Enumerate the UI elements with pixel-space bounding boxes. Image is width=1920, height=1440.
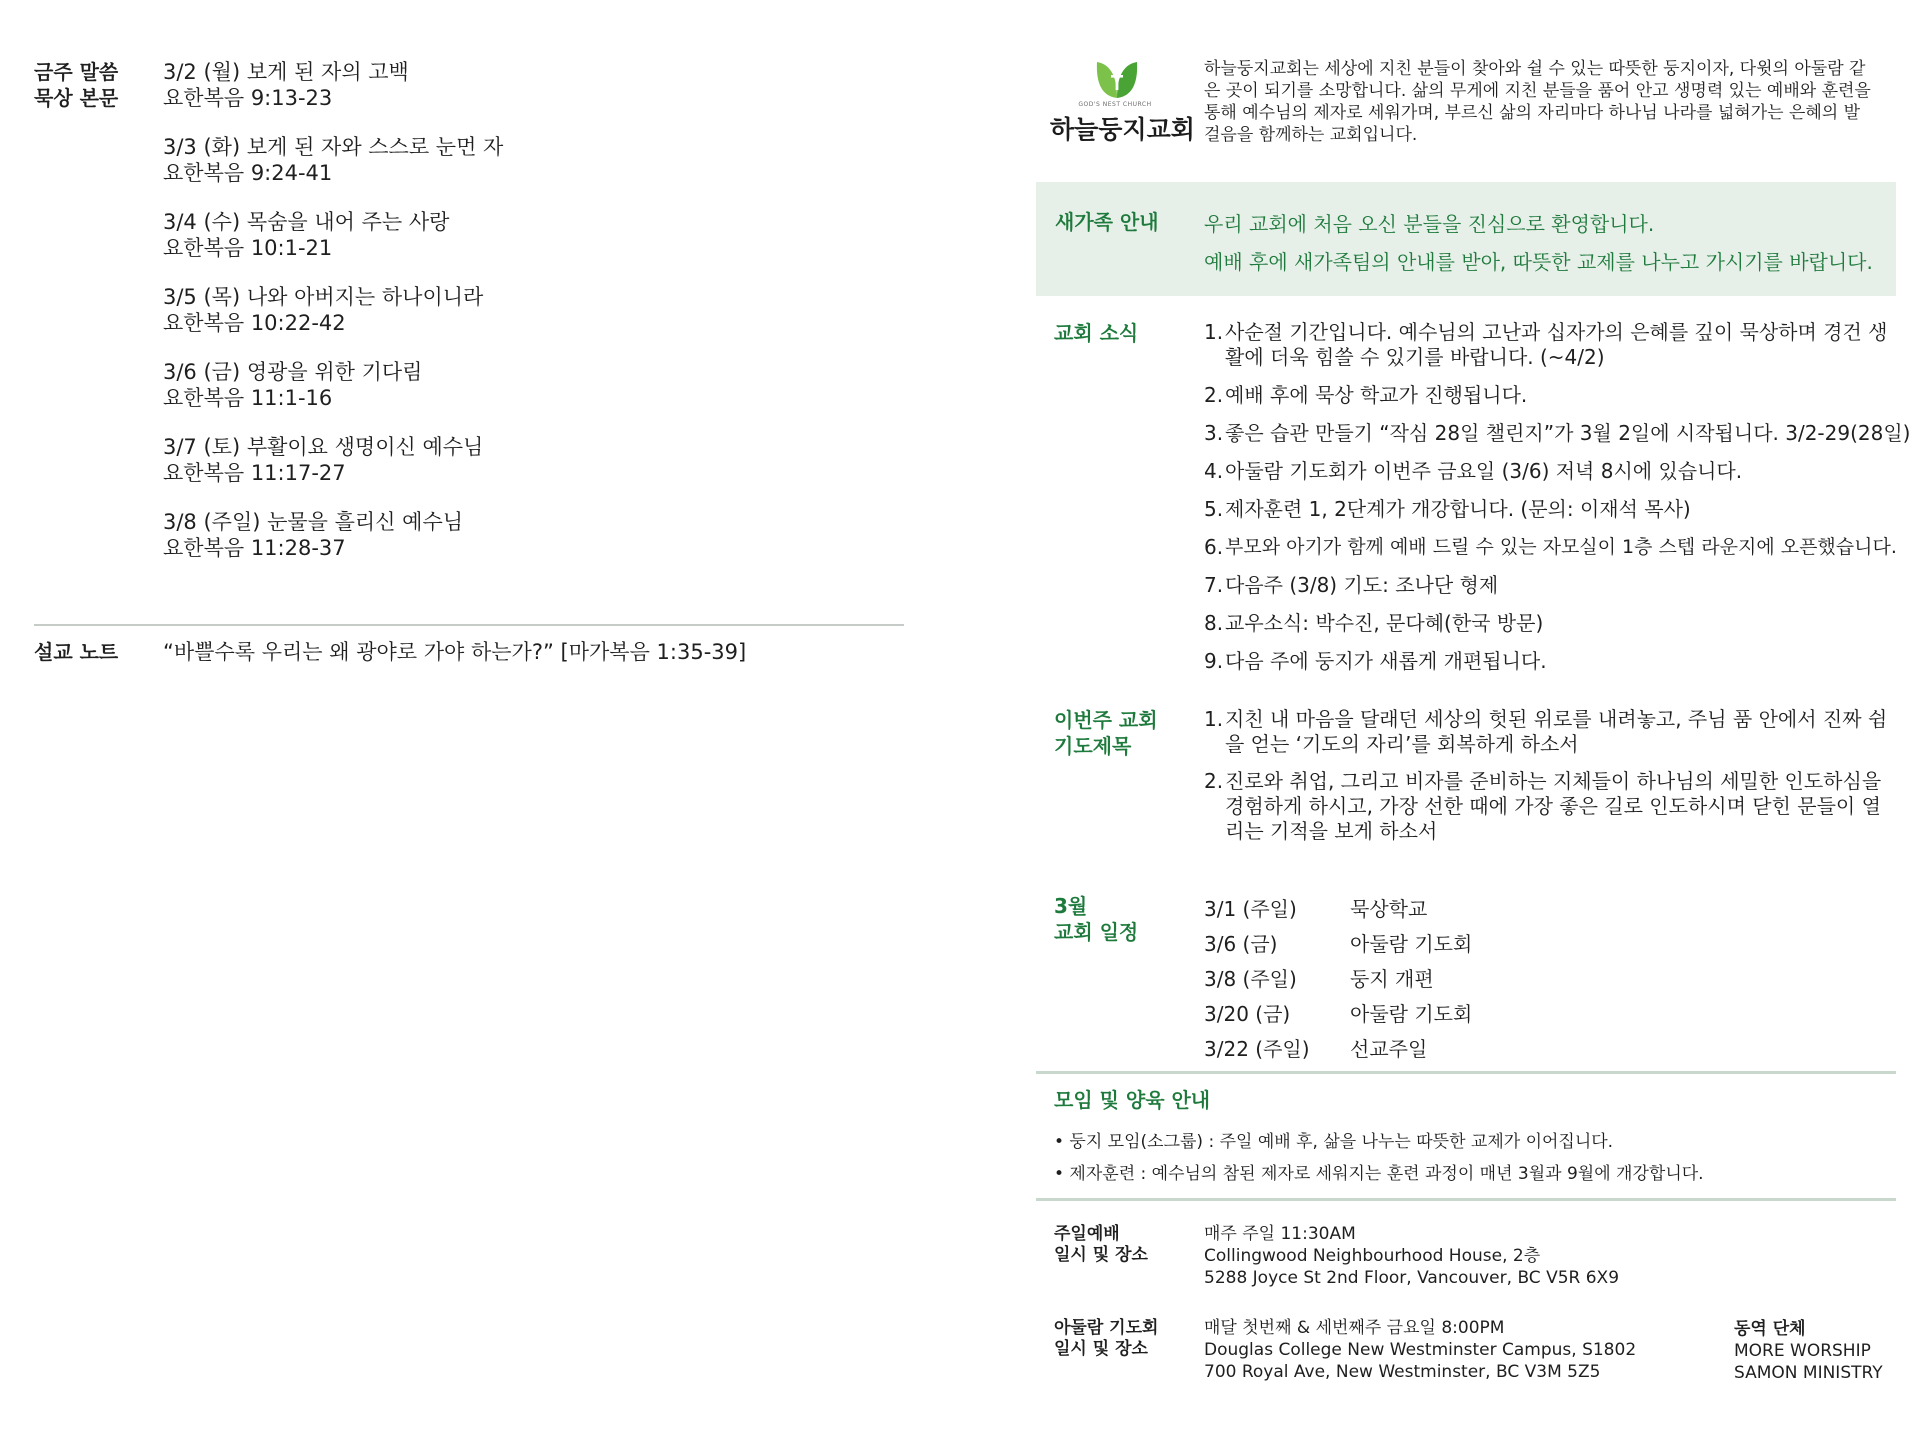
news-text: 아둘람 기도회가 이번주 금요일 (3/6) 저녁 8시에 있습니다. <box>1225 459 1743 483</box>
schedule-event: 아둘람 기도회 <box>1350 1002 1473 1026</box>
news-number: 5. <box>1204 497 1224 521</box>
news-text: 예배 후에 묵상 학교가 진행됩니다. <box>1225 383 1528 407</box>
schedule-event: 선교주일 <box>1350 1037 1428 1061</box>
worship-info <box>1204 1223 1619 1289</box>
meetings-label: 모임 및 양육 안내 <box>1054 1088 1211 1112</box>
scripture-label-line1: 금주 말씀 <box>34 60 119 84</box>
reading-title: 3/5 (목) 나와 아버지는 하나이니라 <box>163 285 484 309</box>
news-number: 3. <box>1204 421 1224 445</box>
schedule-date: 3/8 (주일) <box>1204 967 1297 991</box>
partner-name: MORE WORSHIP <box>1734 1341 1871 1361</box>
schedule-event: 묵상학교 <box>1350 897 1428 921</box>
news-item <box>1204 320 1894 370</box>
news-number: 6. <box>1204 535 1224 559</box>
reading-title: 3/7 (토) 부활이요 생명이신 예수님 <box>163 435 484 459</box>
news-number: 2. <box>1204 383 1224 407</box>
reading-verse: 요한복음 11:1-16 <box>163 386 333 410</box>
news-number: 8. <box>1204 611 1224 635</box>
news-item <box>1204 459 1894 484</box>
reading-item <box>163 59 409 111</box>
logo-subtitle: GOD'S NEST CHURCH <box>1078 101 1152 108</box>
news-text: 다음 주에 둥지가 새롭게 개편됩니다. <box>1225 649 1547 673</box>
schedule-date: 3/20 (금) <box>1204 1002 1291 1026</box>
news-number: 4. <box>1204 459 1224 483</box>
schedule-label <box>1054 893 1138 945</box>
meeting-bullet: • 둥지 모임(소그룹) : 주일 예배 후, 삶을 나누는 따뜻한 교제가 이어집니다. <box>1054 1132 1614 1152</box>
news-text: 다음주 (3/8) 기도: 조나단 형제 <box>1225 573 1499 597</box>
news-text: 사순절 기간입니다. 예수님의 고난과 십자가의 은혜를 깊이 묵상하며 경건 생활에 더욱 힘쓸 수 있기를 바랍니다. (~4/2) <box>1225 320 1888 369</box>
reading-title: 3/6 (금) 영광을 위한 기다림 <box>163 360 423 384</box>
partner-name: SAMON MINISTRY <box>1734 1363 1883 1383</box>
worship-label-line2: 일시 및 장소 <box>1054 1245 1148 1265</box>
divider <box>1036 1198 1896 1201</box>
reading-title: 3/8 (주일) 눈물을 흘리신 예수님 <box>163 510 464 534</box>
church-news-label: 교회 소식 <box>1054 321 1139 345</box>
schedule-label-line1: 3월 <box>1054 894 1088 918</box>
meeting-bullet: • 제자훈련 : 예수님의 참된 제자로 세워지는 훈련 과정이 매년 3월과 9월에 개강합니다. <box>1054 1164 1704 1184</box>
new-family-line: 예배 후에 새가족팀의 안내를 받아, 따뜻한 교제를 나누고 가시기를 바랍니다. <box>1204 250 1873 274</box>
divider <box>34 624 904 626</box>
schedule-label-line2: 교회 일정 <box>1054 920 1139 944</box>
news-text: 좋은 습관 만들기 “작심 28일 챌린지”가 3월 2일에 시작됩니다. 3/2-29(28일) <box>1225 421 1911 445</box>
reading-title: 3/2 (월) 보게 된 자의 고백 <box>163 60 409 84</box>
reading-item <box>163 509 463 561</box>
news-number: 7. <box>1204 573 1224 597</box>
prayer-label-line1: 이번주 교회 <box>1054 708 1158 732</box>
leaf-cross-icon <box>1095 56 1139 100</box>
reading-item <box>163 359 422 411</box>
news-item <box>1204 573 1894 598</box>
logo-name: 하늘둥지교회 <box>1050 115 1195 144</box>
schedule-date: 3/6 (금) <box>1204 932 1278 956</box>
divider <box>1036 1071 1896 1074</box>
partners-label: 동역 단체 <box>1734 1319 1806 1339</box>
prayer-label <box>1054 707 1158 759</box>
reading-verse: 요한복음 10:1-21 <box>163 236 333 260</box>
prayer-text: 지친 내 마음을 달래던 세상의 헛된 위로를 내려놓고, 주님 품 안에서 진짜 쉼을 얻는 ‘기도의 자리’를 회복하게 하소서 <box>1225 707 1888 756</box>
reading-item <box>163 134 503 186</box>
new-family-panel <box>1036 182 1896 296</box>
schedule-event: 둥지 개편 <box>1350 967 1434 991</box>
reading-item <box>163 434 483 486</box>
worship-label <box>1054 1224 1148 1266</box>
adullam-place: Douglas College New Westminster Campus, S1802 <box>1204 1340 1637 1360</box>
reading-item <box>163 284 483 336</box>
news-text: 부모와 아기가 함께 예배 드릴 수 있는 자모실이 1층 스텝 라운지에 오픈했습니다. <box>1225 536 1897 558</box>
scripture-label <box>34 59 118 111</box>
reading-verse: 요한복음 10:22-42 <box>163 311 346 335</box>
news-item <box>1204 497 1894 522</box>
partners <box>1734 1318 1883 1384</box>
prayer-item <box>1204 769 1894 844</box>
news-number: 1. <box>1204 320 1224 344</box>
reading-verse: 요한복음 9:24-41 <box>163 161 333 185</box>
worship-label-line1: 주일예배 <box>1054 1224 1120 1244</box>
schedule-event: 아둘람 기도회 <box>1350 932 1473 956</box>
new-family-label: 새가족 안내 <box>1055 210 1159 234</box>
reading-verse: 요한복음 11:17-27 <box>163 461 346 485</box>
adullam-label-line1: 아둘람 기도회 <box>1054 1318 1159 1338</box>
worship-time: 매주 주일 11:30AM <box>1204 1224 1356 1244</box>
news-item <box>1204 535 1897 560</box>
prayer-label-line2: 기도제목 <box>1054 734 1132 758</box>
sermon-note-label: 설교 노트 <box>34 640 119 664</box>
news-item <box>1204 421 1911 446</box>
sermon-note-text: “바쁠수록 우리는 왜 광야로 가야 하는가?” [마가복음 1:35-39] <box>163 640 747 664</box>
adullam-info <box>1204 1317 1636 1383</box>
news-item <box>1204 649 1894 674</box>
reading-item <box>163 209 449 261</box>
church-logo <box>1050 56 1195 146</box>
schedule-date: 3/22 (주일) <box>1204 1037 1310 1061</box>
reading-title: 3/4 (수) 목숨을 내어 주는 사랑 <box>163 210 450 234</box>
reading-verse: 요한복음 11:28-37 <box>163 536 346 560</box>
reading-verse: 요한복음 9:13-23 <box>163 86 333 110</box>
news-number: 9. <box>1204 649 1224 673</box>
church-intro: 하늘둥지교회는 세상에 지친 분들이 찾아와 쉴 수 있는 따뜻한 둥지이자, 다윗의 아둘람 같은 곳이 되기를 소망합니다. 삶의 무게에 지친 분들을 품어 안고 생명력 있는 예배와 훈련을 통해 예수님의 제자로 세워가며, 부르신 삶의 자리마다 하나님 나라를 넓혀가는 은혜의 발걸음을 함께하는 교회입니다. <box>1204 59 1871 145</box>
prayer-number: 2. <box>1204 769 1224 793</box>
schedule-date: 3/1 (주일) <box>1204 897 1297 921</box>
news-item <box>1204 383 1894 408</box>
worship-address: 5288 Joyce St 2nd Floor, Vancouver, BC V5R 6X9 <box>1204 1268 1620 1288</box>
new-family-line: 우리 교회에 처음 오신 분들을 진심으로 환영합니다. <box>1204 212 1655 236</box>
news-text: 교우소식: 박수진, 문다혜(한국 방문) <box>1225 611 1544 635</box>
prayer-item <box>1204 707 1894 757</box>
adullam-time: 매달 첫번째 & 세번째주 금요일 8:00PM <box>1204 1318 1505 1338</box>
news-item <box>1204 611 1894 636</box>
adullam-address: 700 Royal Ave, New Westminster, BC V3M 5Z5 <box>1204 1362 1601 1382</box>
scripture-label-line2: 묵상 본문 <box>34 86 119 110</box>
worship-place: Collingwood Neighbourhood House, 2층 <box>1204 1246 1541 1266</box>
adullam-label-line2: 일시 및 장소 <box>1054 1339 1148 1359</box>
news-text: 제자훈련 1, 2단계가 개강합니다. (문의: 이재석 목사) <box>1225 497 1691 521</box>
reading-title: 3/3 (화) 보게 된 자와 스스로 눈먼 자 <box>163 135 504 159</box>
prayer-text: 진로와 취업, 그리고 비자를 준비하는 지체들이 하나님의 세밀한 인도하심을 경험하게 하시고, 가장 선한 때에 가장 좋은 길로 인도하시며 닫힌 문들이 열리는 기적을 보게 하소서 <box>1225 769 1882 843</box>
prayer-number: 1. <box>1204 707 1224 731</box>
adullam-label <box>1054 1318 1158 1360</box>
